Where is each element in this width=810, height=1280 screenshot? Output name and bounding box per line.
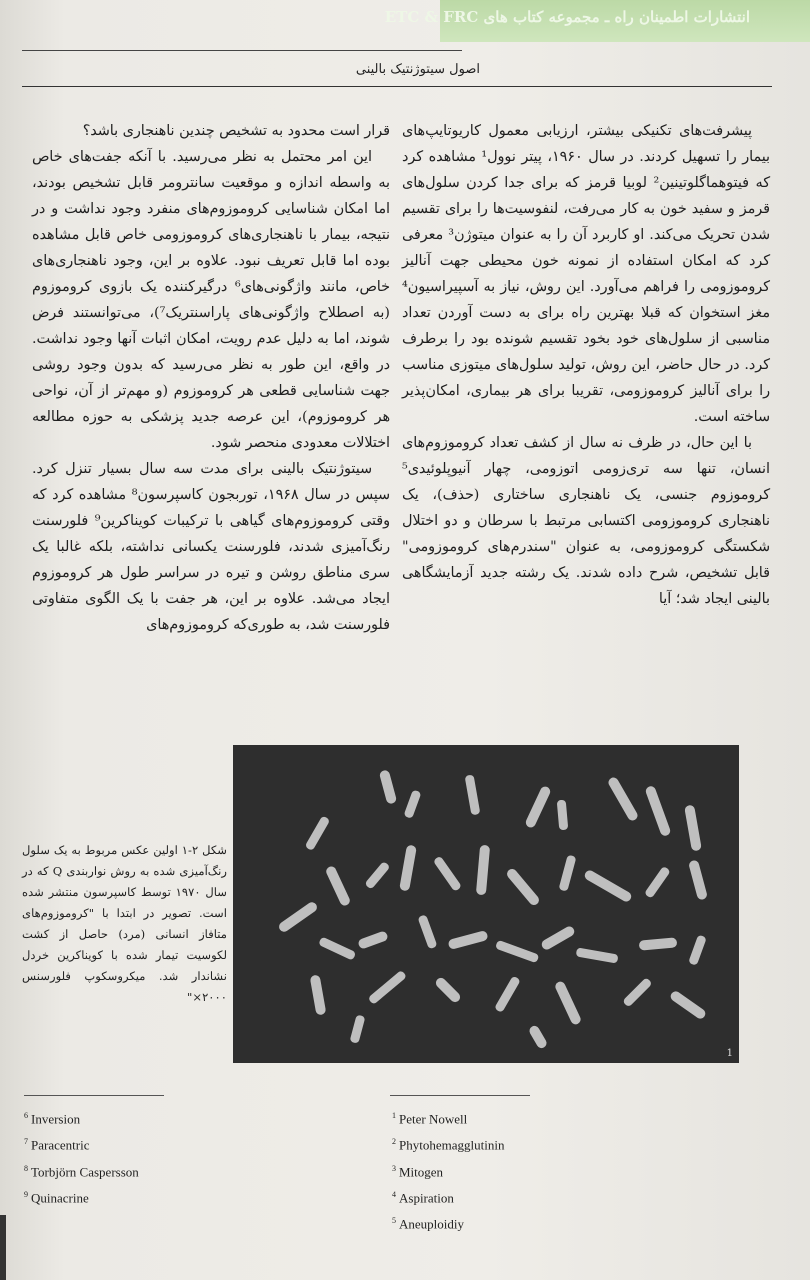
header-rule-top [22, 50, 462, 51]
footnote: $^6$ Inversion [24, 1111, 81, 1127]
footnote: $^8$ Torbjörn Caspersson [24, 1163, 139, 1179]
footnote: $^4$ Aspiration [392, 1189, 454, 1206]
text-column-left [32, 118, 390, 638]
footnotes-right [392, 1104, 504, 1236]
paragraph: این امر محتمل به نظر می‌رسید. با آنکه جفت‌های خاص به واسطه اندازه و موقعیت سانترومر قابل تشخیص بودند، اما امکان شناسایی کروموزوم‌های منفرد وجود نداشت و در نتیجه، بیمار با ناهنجاری‌های کروموزومی خاص قابل مشاهده بوده اما قابل تعریف نبود. علاوه بر این، وجود ناهنجاری‌های خاص، مانند واژگونی‌های⁶ درگیرکننده یک بازوی کروموزوم (به اصطلاح واژگونی‌های پاراسنتریک⁷)، می‌توانستند فرض شوند، اما به دلیل عدم رویت، امکان اثبات آنها وجود نداشت. در واقع، این طور به نظر می‌رسید که بدون وجود روشی جهت شناسایی قطعی هر کروموزوم (و مهم‌تر از آن، نواحی هر کروموزوم)، این عرصه جدید پزشکی به حوزه مطالعه اختلالات معدودی منحصر شود. [32, 149, 390, 451]
footnote: $^9$ Quinacrine [24, 1189, 89, 1206]
figure-caption: شکل ۲-۱ اولین عکس مربوط به یک سلول رنگ‌آمیزی شده به روش نواربندی Q که در سال ۱۹۷۰ توسط کاسپرسون منتشر شده است. تصویر در ابتدا با "کروموزوم‌های متافاز انسانی (مرد) حاصل از کشت لکوسیت تیمار شده با کویناکرین خردل نشاندار شد. میکروسکوپ فلورسنس ۲۰۰۰×" [22, 843, 227, 1004]
footnote-rule-left [24, 1095, 164, 1096]
image-label: 1 [726, 1048, 733, 1059]
footnote: $^5$ Aneuploidiy [392, 1216, 464, 1232]
footnote-rule-right [390, 1095, 530, 1096]
paragraph: قرار است محدود به تشخیص چندین ناهنجاری باشد؟ [82, 123, 390, 139]
publisher-banner [384, 0, 810, 42]
paragraph: سیتوژنتیک بالینی برای مدت سه سال بسیار تنزل کرد. سپس در سال ۱۹۶۸، توربجون کاسپرسون⁸ مشاهده کرد که وقتی کروموزوم‌های گیاهی با ترکیبات کویناکرین⁹ فلورسنت رنگ‌آمیزی شدند، فلورسنت یکسانی نداشته، بلکه غالبا یک سری مناطق روشن و تیره در سراسر طول هر کروموزوم ایجاد می‌شد. علاوه بر این، هر جفت با یک الگوی متفاوتی فلورسنت شد، به طوری‌که کروموزوم‌های [32, 461, 390, 633]
footnote: $^7$ Paracentric [24, 1137, 90, 1153]
chromosome-spread-image [233, 745, 739, 1063]
footnote: $^2$ Phytohemagglutinin [392, 1137, 505, 1153]
footnotes-left [24, 1104, 139, 1209]
running-title: اصول سیتوژنتیک بالینی [355, 62, 480, 77]
text-column-right [402, 118, 770, 612]
header-rule [22, 86, 772, 87]
publisher-banner-text: انتشارات اطمینان راه ـ مجموعه کتاب های ETC & FRC [384, 8, 750, 26]
paragraph: پیشرفت‌های تکنیکی بیشتر، ارزیابی معمول کاریوتایپ‌های بیمار را تسهیل کردند. در سال ۱۹۶۰، پیتر نوول¹ مشاهده کرد که فیتوهماگلوتینین² لوبیا قرمز که برای جدا کردن سلول‌های قرمز و سفید خون به کار می‌رفت، لنفوسیت‌ها را برای تقسیم شدن تحریک می‌کند. او کاربرد آن را به عنوان میتوژن³ معرفی کرد که امکان استفاده از نمونه خون محیطی جهت آنالیز کروموزومی را فراهم می‌آورد. این روش، نیاز به آسپیراسیون⁴ مغز استخوان که قبلا بهترین راه برای به دست آوردن تعداد مناسبی از سلول‌های خود بخود تقسیم شونده بود را برطرف کرد. در حال حاضر، این روش، تولید سلول‌های میتوزی مناسب را برای آنالیز کروموزومی، تقریبا برای هر بیماری، امکان‌پذیر ساخته است. [402, 123, 771, 425]
footnote: $^1$ Peter Nowell [392, 1111, 468, 1127]
metaphase-chromosome-photo [233, 745, 739, 1063]
page-edge-shadow [0, 1215, 6, 1280]
footnote: $^3$ Mitogen [392, 1163, 444, 1179]
paragraph: با این حال، در ظرف نه سال از کشف تعداد کروموزوم‌های انسان، تنها سه تری‌زومی اتوزومی، چهار آنیوپلوئیدی⁵ کروموزوم جنسی، یک ناهنجاری ساختاری (حذف)، یک ناهنجاری کروموزومی اکتسابی مرتبط با سرطان و دو اختلال شکستگی کروموزومی، به عنوان "سندرم‌های کروموزومی" قابل تشخیص، شرح داده شدند. یک رشته جدید آزمایشگاهی بالینی ایجاد شد؛ آیا [402, 435, 770, 607]
